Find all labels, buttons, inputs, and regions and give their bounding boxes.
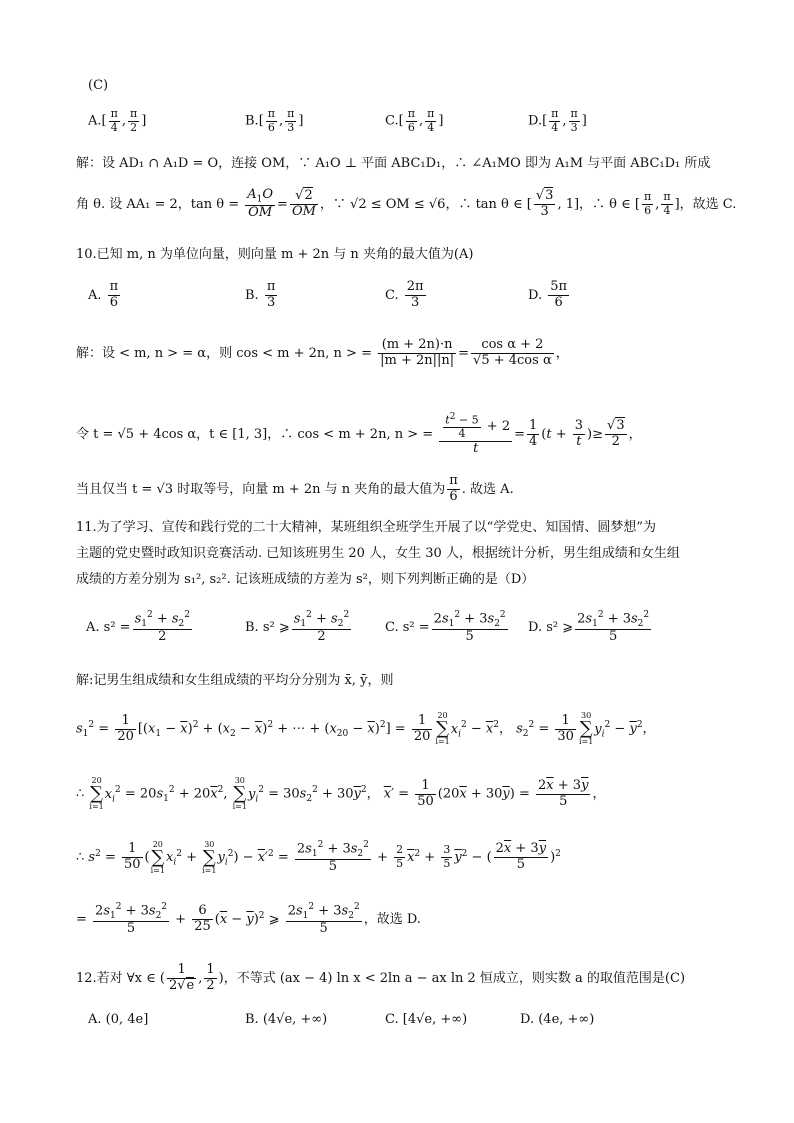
q12-option-a: A. (0, 4e] xyxy=(88,1012,149,1027)
q10-solution-line2: 令 t = √5 + 4cos α，t ∈ [1, 3]，∴ cos < m + 2n, n > = $\frac{t^2 - 5}{4}$ + 2 t = $\frac{1}{4}$ (t + $\frac{3}{t}$ )≥ $\frac{√3}{2}$ ， xyxy=(76,412,642,456)
q11-solution-intro: 解:记男生组成绩和女生组成绩的平均分分别为 x̄, ȳ，则 xyxy=(76,673,394,688)
q10-solution-line1: 解：设 < m, n > = α，则 cos < m + 2n, n > = $\frac{(m + 2n)\cdot n}{|m + 2n||n|}$ = $\frac{\text{cos α + 2}}{\text{√5 + 4cos α}}$ ， xyxy=(76,337,569,368)
q11-solution-line1: $s_1^2$ = $\frac{1}{20}$ [$(x_1 - \overline{x})^2 + (x_2 - \overline{x})^2$ + ⋯ + $(x_{20} - \overline{x})^2$] = $\frac{1}{20}$ 20 ∑ i=1 $x_i^2 - \overline{x}^2$， $s_2^2$ = $\frac{1}{30}$ 30 ∑ i=1 $y_i^2 - \overline{y}^2$， xyxy=(76,711,656,746)
q9-option-b: B.[ $\frac{\pi}{6}$ , $\frac{\pi}{3}$ ] xyxy=(245,107,304,134)
q11-option-d: D. s² ⩾ $\frac{2s_1^2 + 3s_2^2}{5}$ xyxy=(528,610,650,645)
q10-stem: 10.已知 m, n 为单位向量，则向量 m + 2n 与 n 夹角的最大值为(A) xyxy=(76,247,474,262)
q11-option-a: A. s² = $\frac{s_1^2 + s_2^2}{2}$ xyxy=(86,610,191,645)
q11-option-b: B. s² ⩾ $\frac{s_1^2 + s_2^2}{2}$ xyxy=(245,610,350,645)
q9-solution-line1: 解：设 AD₁ ∩ A₁D = O，连接 OM，∵ A₁O ⊥ 平面 ABC₁D₁，∴ ∠A₁MO 即为 A₁M 与平面 ABC₁D₁ 所成 xyxy=(76,156,711,171)
q11-stem-line3: 成绩的方差分别为 s₁², s₂². 记该班成绩的方差为 s²，则下列判断正确的是（D） xyxy=(76,572,535,587)
q11-stem-line2: 主题的党史暨时政知识竞赛活动. 已知该班男生 20 人，女生 30 人，根据统计分析，男生组成绩和女生组 xyxy=(76,546,680,561)
q12-option-b: B. (4√e, +∞) xyxy=(245,1012,328,1027)
q9-option-d: D.[ $\frac{\pi}{4}$ , $\frac{\pi}{3}$ ] xyxy=(528,107,587,134)
q11-option-c: C. s² = $\frac{2s_1^2 + 3s_2^2}{5}$ xyxy=(385,610,506,645)
q11-stem-line1: 11.为了学习、宣传和践行党的二十大精神，某班组织全班学生开展了以“学党史、知国情、圆梦想”为 xyxy=(76,520,656,535)
q12-option-c: C. [4√e, +∞) xyxy=(385,1012,468,1027)
q10-option-c: C. $\frac{2\pi}{3}$ xyxy=(385,279,424,310)
q9-solution-line2: 角 θ. 设 AA₁ = 2，tan θ = $\frac{A_1O}{OM}$ = $\frac{√2}{OM}$ ，∵ √2 ≤ OM ≤ √6，∴ tan θ ∈ [ $\frac{√3}{3}$ , 1]，∴ θ ∈ [ $\frac{\pi}{6}$ , $\frac{\pi}{4}$ ]，故选 C. xyxy=(76,187,737,220)
q12-stem: 12.若对 ∀x ∈ ( $\frac{1}{2√e}$ , $\frac{1}{2}$ )，不等式 (ax − 4) ln x < 2ln a − ax ln 2 恒成立，则实数 a 的取值范围是(C) xyxy=(76,962,686,993)
q9-answer: (C) xyxy=(88,78,109,93)
q10-option-d: D. $\frac{5\pi}{6}$ xyxy=(528,279,568,310)
q9-option-c: C.[ $\frac{\pi}{6}$ , $\frac{\pi}{4}$ ] xyxy=(385,107,444,134)
q10-option-a: A. $\frac{\pi}{6}$ xyxy=(88,279,119,310)
q12-option-d: D. (4e, +∞) xyxy=(520,1012,595,1027)
q9-option-a: A.[ $\frac{\pi}{4}$ , $\frac{\pi}{2}$ ] xyxy=(88,107,147,134)
q11-solution-line4: = $\frac{2s_1^2 + 3s_2^2}{5}$ + $\frac{6}{25}$ $(\overline{x} - \overline{y})^2$ ⩾ $\frac{2s_1^2 + 3s_2^2}{5}$ ，故选 D. xyxy=(76,902,421,937)
q11-solution-line2: ∴ 20 ∑ i=1 $x_i^2 = 20s_1^2 + 20\overline{x}^2$, 30 ∑ i=1 $y_i^2 = 30s_2^2 + 30\overline{y}^2$， $\overline{x}'$ = $\frac{1}{50}$ $(20\overline{x} + 30\overline{y})$ = $\frac{2\overline{x} + 3\overline{y}}{5}$ ， xyxy=(76,776,606,811)
q11-solution-line3: ∴ $s^2$ = $\frac{1}{50}$ ( 20 ∑ i=1 $x_i^2$ + 30 ∑ i=1 $y_i^2) - \overline{x}'^2$ = $\frac{2s_1^2 + 3s_2^2}{5}$ + $\frac{2}{5}$ $\overline{x}^2$ + $\frac{3}{5}$ $\overline{y}^2$ − ( $\frac{2\overline{x} + 3\overline{y}}{5}$ )$^2$ xyxy=(76,839,561,875)
q10-option-b: B. $\frac{\pi}{3}$ xyxy=(245,279,276,310)
q10-solution-line3: 当且仅当 t = √3 时取等号，向量 m + 2n 与 n 夹角的最大值为 $\frac{\pi}{6}$ . 故选 A. xyxy=(76,473,514,504)
